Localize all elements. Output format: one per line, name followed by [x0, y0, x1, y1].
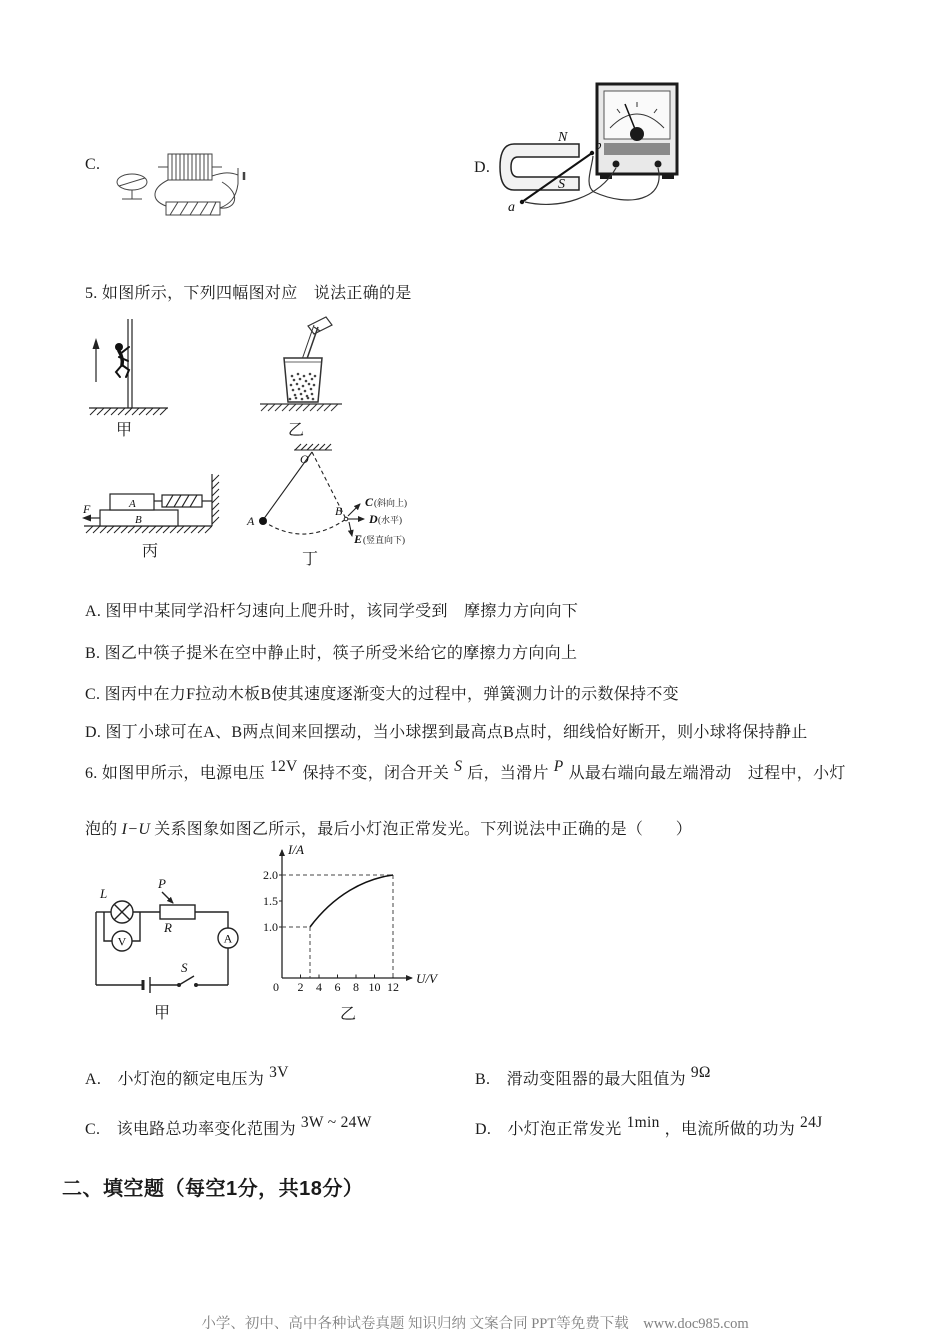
- pendulum-figure: [238, 442, 423, 550]
- figure-caption-jia: 甲: [116, 422, 133, 439]
- ground-hatching: [90, 408, 167, 415]
- q6-option-c-value: 3W ~ 24W: [300, 1114, 372, 1131]
- electromagnet-experiment-figure: [110, 142, 270, 232]
- q6-option-b: [475, 1064, 716, 1091]
- pendulum-ball: [259, 517, 267, 525]
- origin-label: 0: [273, 980, 279, 994]
- rheostat-R-label: R: [164, 920, 172, 935]
- q6-stem-text-2: 保持不变，闭合开关: [302, 765, 450, 782]
- q6-option-d-value-1: 1min: [626, 1114, 660, 1131]
- lamp-L-label: L: [100, 886, 108, 901]
- q6-option-d-value-2: 24J: [800, 1114, 823, 1131]
- switch-S-label: S: [181, 960, 188, 975]
- q6-option-b-text: B. 滑动变阻器的最大阻值为: [475, 1071, 686, 1088]
- switch-symbol: [179, 976, 194, 985]
- q6-option-a-text: A. 小灯泡的额定电压为: [85, 1071, 265, 1088]
- q6-option-a-value: 3V: [269, 1064, 289, 1081]
- direction-E-arrow: [349, 522, 352, 536]
- direction-E-label: E: [354, 532, 363, 546]
- x-tick-12: 12: [387, 980, 399, 994]
- direction-C-arrow: [348, 504, 360, 516]
- direction-C-note: (斜向上): [374, 498, 407, 508]
- ground-hatching: [86, 526, 212, 533]
- q6-supply-voltage: 12V: [269, 758, 298, 775]
- q6-stem-text-4: 从最右端向最左端滑动 过程中，小灯: [568, 765, 846, 782]
- rod-b-label: b: [595, 137, 602, 152]
- q6-stem-text-6: 关系图象如图乙所示，最后小灯泡正常发光。下列说法中正确的是（ ）: [154, 821, 693, 838]
- pole-climbing-figure: [86, 316, 171, 416]
- rheostat-slider-arrow: [162, 892, 173, 903]
- q6-option-c: [85, 1114, 377, 1141]
- x-tick-2: 2: [297, 980, 304, 994]
- q5-option-d: D. 图丁小球可在A、B两点间来回摆动，当小球摆到最高点B点时，细线恰好断开，则小球将保持静止: [85, 724, 808, 741]
- galvanometer: [597, 84, 677, 179]
- ammeter-A-label: A: [223, 931, 233, 946]
- q6-option-c-text: C. 该电路总功率变化范围为: [85, 1121, 296, 1138]
- q4-option-d-label: D.: [474, 159, 491, 176]
- block-B-label: B: [135, 514, 142, 526]
- figure-caption-ding: 丁: [302, 551, 319, 568]
- force-F-label: F: [83, 502, 91, 516]
- meter-terminal: [613, 161, 620, 168]
- q5-option-b: B. 图乙中筷子提米在空中静止时，筷子所受米给它的摩擦力方向向上: [85, 645, 578, 662]
- iv-graph-figure: [252, 838, 457, 1000]
- q6-stem-text-1: 6. 如图甲所示，电源电压: [85, 765, 265, 782]
- chopsticks-rice-figure: [256, 314, 346, 414]
- sketch-lines: [117, 154, 244, 215]
- swing-arc: [263, 519, 346, 534]
- section-2-header: 二、填空题（每空1分，共18分）: [62, 1178, 364, 1200]
- climber-silhouette: [115, 343, 129, 377]
- q6-option-d-text-2: ，电流所做的功为: [664, 1121, 796, 1138]
- point-O-label: O: [300, 452, 309, 466]
- q6-switch-symbol-text: S: [454, 758, 463, 775]
- block-A-label: A: [129, 498, 136, 510]
- q6-option-d-text-1: D. 小灯泡正常发光: [475, 1121, 622, 1138]
- page-footer: 小学、初中、高中各种试卷真题 知识归纳 文案合同 PPT等免费下载 www.doc985.com: [201, 1316, 749, 1332]
- rod-a-label: a: [508, 200, 515, 215]
- iv-curve: [310, 875, 393, 927]
- circuit-caption-jia: 甲: [154, 1005, 171, 1022]
- x-tick-8: 8: [353, 980, 359, 994]
- figure-caption-bing: 丙: [142, 543, 159, 560]
- x-tick-4: 4: [316, 980, 322, 994]
- ground-hatching: [261, 404, 338, 411]
- q6-stem-text-5: 泡的: [85, 821, 118, 838]
- y-tick-1.0: 1.0: [263, 920, 278, 934]
- q6-option-b-value: 9Ω: [690, 1064, 711, 1081]
- y-axis-label: I/A: [288, 842, 304, 857]
- point-A-label: A: [247, 514, 255, 528]
- meter-terminal: [655, 161, 662, 168]
- q4-option-c-label: C.: [85, 156, 101, 173]
- graph-caption-yi: 乙: [340, 1006, 357, 1023]
- point-B-label: B: [335, 504, 343, 518]
- q5-option-a: A. 图甲中某同学沿杆匀速向上爬升时，该同学受到 摩擦力方向向下: [85, 603, 579, 620]
- y-tick-2.0: 2.0: [263, 868, 278, 882]
- q6-stem-line1: [85, 758, 846, 785]
- direction-D-note: (水平): [378, 515, 402, 525]
- q6-option-d: [475, 1114, 827, 1141]
- circuit-diagram-figure: [82, 872, 252, 1002]
- q5-option-c: C. 图丙中在力F拉动木板B使其速度逐渐变大的过程中，弹簧测力计的示数保持不变: [85, 686, 679, 703]
- q6-option-a: [85, 1064, 294, 1091]
- slider-P-label: P: [158, 876, 166, 891]
- direction-C-label: C: [365, 495, 374, 509]
- q6-stem-text-3: 后，当滑片: [467, 765, 549, 782]
- x-tick-10: 10: [368, 980, 381, 994]
- q6-iu-symbol: I−U: [121, 821, 151, 838]
- up-arrow: [93, 338, 100, 349]
- magnet-n-label: N: [558, 130, 568, 145]
- ceiling-hatching: [295, 444, 331, 450]
- rice-cup: [284, 358, 322, 402]
- direction-E-note: (竖直向下): [363, 535, 405, 545]
- point-B: [344, 517, 348, 521]
- wire-right: [195, 912, 228, 928]
- horseshoe-magnet: [500, 144, 579, 190]
- magnet-s-label: S: [558, 177, 565, 192]
- q5-stem: 5. 如图所示，下列四幅图对应 说法正确的是: [85, 285, 412, 302]
- wall-hatching: [212, 475, 219, 524]
- voltmeter-V-label: V: [117, 934, 127, 949]
- rheostat-symbol: [160, 905, 195, 919]
- galvanometer-magnet-figure: [494, 80, 684, 215]
- guide-dashes: [282, 875, 393, 978]
- figure-caption-yi: 乙: [288, 422, 305, 439]
- direction-D-label: D: [369, 512, 378, 526]
- x-axis-label: U/V: [416, 971, 437, 986]
- blocks-spring-figure: [80, 468, 230, 538]
- x-tick-6: 6: [334, 980, 341, 994]
- q6-slider-symbol-text: P: [553, 758, 564, 775]
- y-tick-1.5: 1.5: [263, 894, 278, 908]
